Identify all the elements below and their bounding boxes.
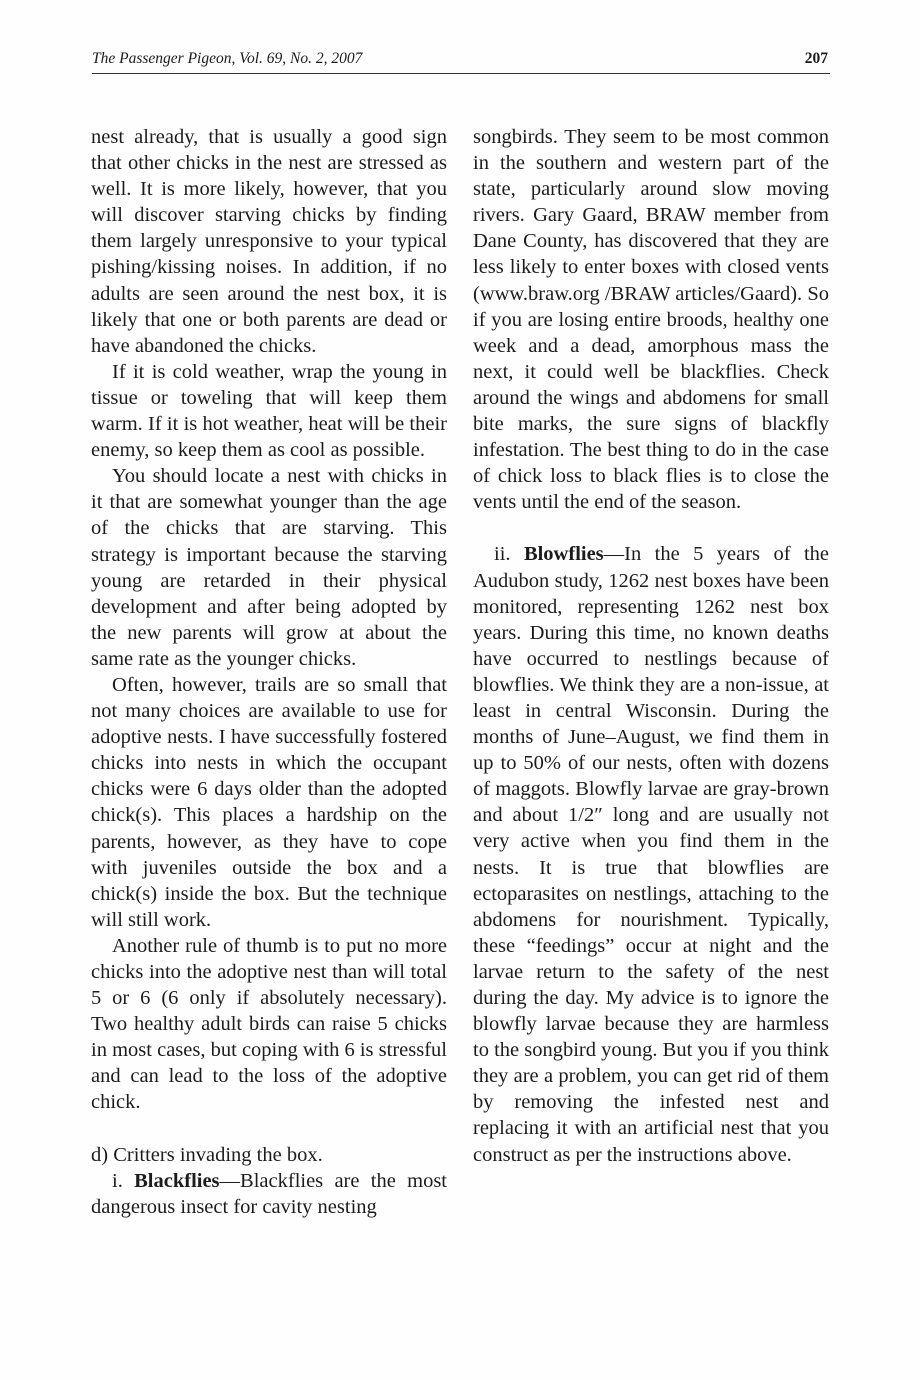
- running-head: [92, 50, 830, 72]
- right-column: [473, 124, 829, 1168]
- blowflies-paragraph: [473, 541, 829, 1167]
- header-rule: [92, 73, 830, 74]
- blackflies-text: —Blackflies are the most dangerous insect for cavity nesting: [91, 1169, 447, 1218]
- section-heading: d) Critters invading the box.: [91, 1143, 323, 1166]
- paragraph: If it is cold weather, wrap the young in tissue or toweling that will keep them warm. If it is hot weather, heat will be their enemy, so keep them as cool as possible.: [91, 360, 447, 462]
- item-marker: i.: [112, 1169, 135, 1192]
- paragraph: Another rule of thumb is to put no more chicks into the adoptive nest than will total 5 or 6 (6 only if absolutely necessary). Two healthy adult birds can raise 5 chicks in most cases, but coping with 6 is stressful and can lead to the loss of the adoptive chick.: [91, 934, 447, 1114]
- item-marker: ii.: [494, 543, 524, 566]
- blowflies-term: Blowflies: [523, 543, 604, 566]
- blackflies-term: Blackflies: [134, 1169, 220, 1192]
- blackflies-paragraph: [91, 1168, 447, 1220]
- journal-citation: The Passenger Pigeon, Vol. 69, No. 2, 2007: [92, 50, 363, 67]
- blowflies-text: —In the 5 years of the Audubon study, 1262 nest boxes have been monitored, representing 1262 nest box years. During this time, no known deaths have occurred to nestlings because of blowflies. We think they are a non-issue, at least in central Wisconsin. During the months of June–August, we find them in up to 50% of our nests, often with dozens of maggots. Blowfly larvae are gray-brown and about 1/2″ long and are usually not very active when you find them in the nests. It is true that blowflies are ectoparasites on nestlings, attaching to the abdomens for nourishment. Typically, these “feedings” occur at night and the larvae return to the safety of the nest during the day. My advice is to ignore the blowfly larvae because they are harmless to the songbird young. But you if you think they are a problem, you can get rid of them by removing the infested nest and replacing it with an artificial nest that you construct as per the instructions above.: [473, 543, 829, 1166]
- paragraph: Often, however, trails are so small that not many choices are available to use for adoptive nests. I have successfully fostered chicks into nests in which the occupant chicks were 6 days older than the adopted chick(s). This places a hardship on the parents, however, as they have to cope with juveniles outside the box and a chick(s) inside the box. But the technique will still work.: [91, 673, 447, 931]
- paragraph: You should locate a nest with chicks in it that are somewhat younger than the age of the chicks that are starving. This strategy is important because the starving young are retarded in their physical development and after being adopted by the new parents will grow at about the same rate as the younger chicks.: [91, 465, 447, 670]
- paragraph: songbirds. They seem to be most common in the southern and western part of the state, particularly around slow moving rivers. Gary Gaard, BRAW member from Dane County, has discovered that they are less likely to enter boxes with closed vents (www.braw.org /BRAW articles/Gaard). So if you are losing entire broods, healthy one week and a dead, amorphous mass the next, it could well be blackflies. Check around the wings and abdomens for small bite marks, the sure signs of blackfly infestation. The best thing to do in the case of chick loss to black flies is to close the vents until the end of the season.: [473, 126, 829, 514]
- page-number: 207: [804, 50, 828, 67]
- left-column: [91, 124, 447, 1220]
- paragraph: nest already, that is usually a good sign that other chicks in the nest are stressed as well. It is more likely, however, that you will discover starving chicks by finding them largely unresponsive to your typical pishing/kissing noises. In addition, if no adults are seen around the nest box, it is likely that one or both parents are dead or have abandoned the chicks.: [91, 126, 447, 357]
